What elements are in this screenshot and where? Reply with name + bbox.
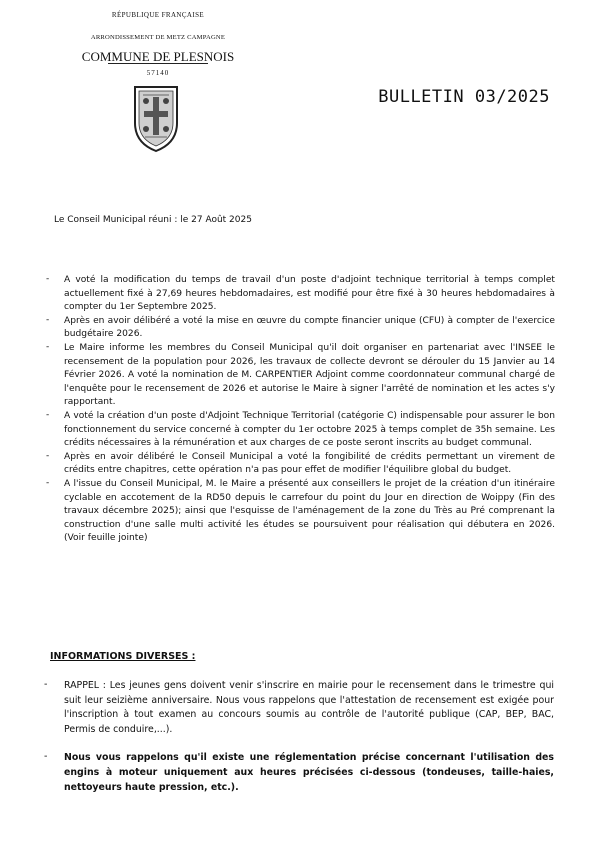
meeting-date-line: Le Conseil Municipal réuni : le 27 Août 2025 [54,215,252,225]
info-text: RAPPEL : Les jeunes gens doivent venir s'inscrire en mairie pour le recensement dans le trimestre qui suit leur seizième anniversaire. Nous vous rappelons que l'attestation de recensement est exigée pour l'inscription à tout examen au concours soumis au contrôle de l'autorité publique (CAP, BEP, BAC, Permis de conduire,...). [64,680,554,735]
bullet-dash: - [46,314,50,325]
letterhead-republic: RÉPUBLIQUE FRANÇAISE [111,11,205,19]
decision-text: A l'issue du Conseil Municipal, M. le Maire a présenté aux conseillers le projet de la création d'un itinéraire cyclable en accotement de la RD50 depuis le carrefour du point du Jour en direction de Woippy (Fin des travaux décembre 2025); ainsi que l'esquisse de l'aménagement de la zone du Très au Pré comprenant la construction d'une salle multi activité les études se poursuivent pour réalisation qui débutera en 2026. (Voir feuille jointe) [64,478,555,544]
decision-item [40,274,555,315]
info-heading: INFORMATIONS DIVERSES : [50,651,196,662]
decisions-list [40,274,555,546]
bullet-dash: - [46,450,50,461]
info-list [44,679,554,795]
letterhead-commune: COMMUNE DE PLESNOIS [81,49,235,64]
bullet-dash: - [46,409,50,420]
letterhead-divider [108,63,208,64]
letterhead-postcode: 57140 [146,69,170,77]
decision-text: A voté la modification du temps de travail d'un poste d'adjoint technique territorial à temps complet actuellement fixé à 27,69 heures hebdomadaires, est modifié pour être fixé à 30 heures hebdomadaires à compter du 1er Septembre 2025. [64,275,555,313]
coat-of-arms-icon [129,83,183,153]
decision-item [40,315,555,342]
info-text: Nous vous rappelons qu'il existe une réglementation précise concernant l'utilisation des engins à moteur uniquement aux heures précisées ci-dessous (tondeuses, taille-haies, nettoyeurs haute pression, etc.). [64,752,554,793]
bullet-dash: - [46,341,50,352]
decision-item [40,451,555,478]
decision-item [40,478,555,546]
info-item-census [44,679,554,737]
bullet-dash: - [46,274,50,284]
bullet-dash: - [44,679,48,690]
bullet-dash: - [44,751,48,763]
decision-text: A voté la création d'un poste d'Adjoint Technique Territorial (catégorie C) indispensable pour assurer le bon fonctionnement du service concerné à compter du 1er octobre 2025 à temps complet de 35h semaine. Les crédits nécessaires à la rémunération et aux charges de ce poste seront inscrits au budget communal. [64,410,555,449]
letterhead-arrondissement: ARRONDISSEMENT DE METZ CAMPAGNE [90,34,226,41]
bulletin-title: BULLETIN 03/2025 [378,87,550,107]
decision-item [40,342,555,410]
decision-item [40,410,555,451]
decision-text: Après en avoir délibéré le Conseil Municipal a voté la fongibilité de crédits permettant un virement de crédits entre chapitres, cette opération n'a pas pour effet de modifier l'équilibre global du budget. [64,451,555,476]
bullet-dash: - [46,477,50,488]
decision-text: Après en avoir délibéré a voté la mise en œuvre du compte financier unique (CFU) à compter de l'exercice budgétaire 2026. [64,315,555,340]
decision-text: Le Maire informe les membres du Conseil Municipal qu'il doit organiser en partenariat avec l'INSEE le recensement de la population pour 2026, les travaux de collecte devront se dérouler du 15 Janvier au 14 Février 2026. A voté la nomination de M. CARPENTIER Adjoint comme coordonnateur communal chargé de l'enquête pour le recensement de 2026 et autorise le Maire à signer l'arrêté de nomination et les actes s'y rapportant. [64,342,555,408]
info-item-noise-rules [44,751,554,795]
